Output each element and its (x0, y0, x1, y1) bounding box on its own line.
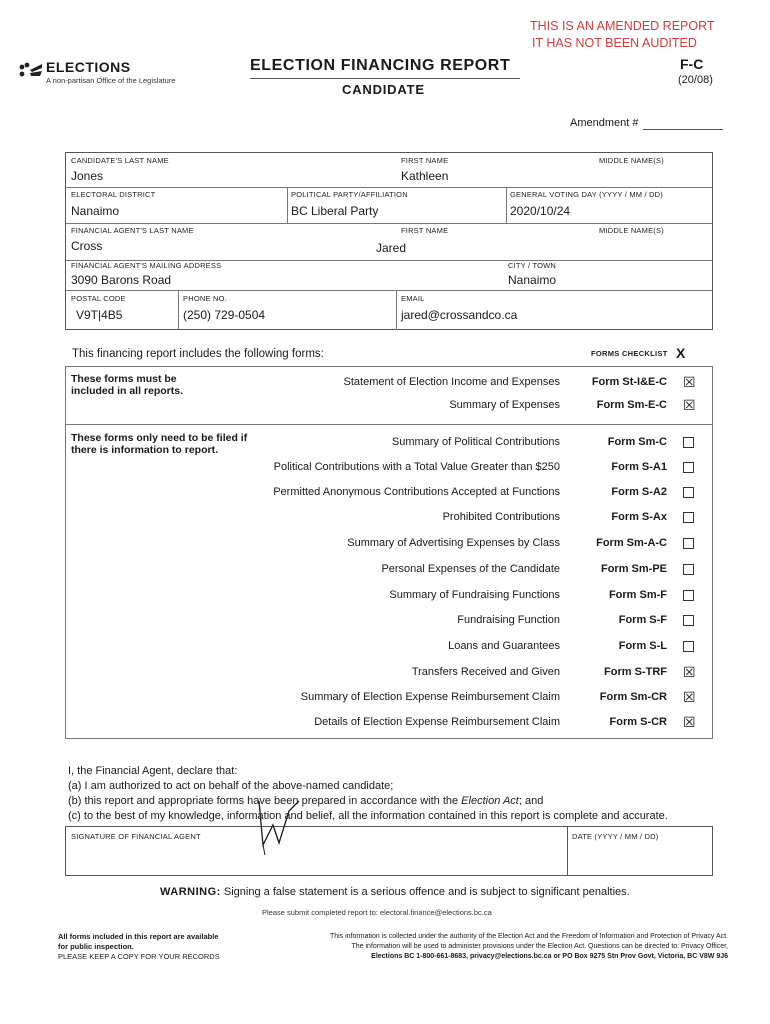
amended-banner (530, 18, 715, 52)
row-divider (66, 187, 712, 188)
checklist-right-border (712, 366, 713, 738)
agent-address[interactable]: 3090 Barons Road (71, 273, 172, 287)
footer-left-line-1: All forms included in this report are available (58, 932, 219, 941)
declaration-b-post: ; and (518, 795, 544, 807)
voting-day-label: GENERAL VOTING DAY (YYYY / MM / DD) (510, 190, 663, 199)
footer-right-line-2: The information will be used to administer provisions under the Election Act. Questions can be directed to: Privacy Officer, (351, 943, 728, 950)
email-label: EMAIL (401, 294, 425, 303)
candidate-info-box (65, 152, 713, 330)
form-row-checkbox[interactable] (683, 615, 694, 626)
checklist-rule-top (65, 366, 713, 367)
form-version-date: (20/08) (678, 74, 713, 86)
agent-address-label: FINANCIAL AGENT'S MAILING ADDRESS (71, 261, 222, 270)
amended-line-2: IT HAS NOT BEEN AUDITED (532, 36, 697, 50)
candidate-first-name-label: FIRST NAME (401, 156, 449, 165)
declaration-intro: I, the Financial Agent, declare that: (68, 765, 238, 777)
report-subtitle: CANDIDATE (342, 82, 425, 97)
col-divider (396, 290, 397, 330)
agent-first-name[interactable]: Jared (376, 241, 407, 255)
form-row-checkbox[interactable] (683, 437, 694, 448)
form-row-title: Political Contributions with a Total Value Greater than $250 (273, 461, 560, 473)
form-row-checkbox[interactable] (683, 590, 694, 601)
footer-right-line-3: Elections BC 1-800-661-8683, privacy@elections.bc.ca or PO Box 9275 Stn Prov Govt, Victoria, BC V8W 9J6 (371, 953, 728, 960)
form-row-checkbox[interactable] (683, 538, 694, 549)
checklist-rule-bottom (65, 738, 713, 739)
form-code: F-C (680, 56, 704, 72)
form-row-title: Permitted Anonymous Contributions Accepted at Functions (273, 486, 560, 498)
form-row-code: Form Sm-C (607, 436, 667, 448)
amendment-field[interactable] (643, 129, 723, 130)
row-divider (66, 223, 712, 224)
declaration (68, 764, 668, 824)
form-row-title: Loans and Guarantees (448, 640, 560, 652)
electoral-district[interactable]: Nanaimo (71, 204, 120, 218)
form-row-checkbox[interactable] (683, 487, 694, 498)
declaration-c: (c) to the best of my knowledge, information and belief, all the information contained in this report is complete and accurate. (68, 810, 668, 822)
form-row-checkbox[interactable]: ☒ (683, 397, 696, 413)
elections-logo-icon (18, 62, 44, 80)
declaration-b (68, 794, 668, 809)
amendment-label: Amendment # (570, 117, 639, 129)
warning (160, 886, 630, 898)
amended-line-1: THIS IS AN AMENDED REPORT (530, 19, 715, 33)
phone[interactable]: (250) 729-0504 (183, 308, 266, 322)
footer-left-line-2: for public inspection. (58, 942, 134, 951)
title-rule (250, 78, 520, 79)
party-label: POLITICAL PARTY/AFFILIATION (291, 190, 408, 199)
agent-first-name-label: FIRST NAME (401, 226, 449, 235)
email[interactable]: jared@crossandco.ca (401, 308, 518, 322)
form-row-code: Form Sm-CR (599, 691, 667, 703)
group-optional-label: These forms only need to be filed if there is information to report. (71, 432, 248, 456)
checklist-left-border (65, 366, 66, 738)
candidate-middle-name-label: MIDDLE NAME(S) (599, 156, 664, 165)
footer-left-line-3: PLEASE KEEP A COPY FOR YOUR RECORDS (58, 952, 220, 961)
form-row-title: Summary of Election Expense Reimbursement Claim (300, 691, 560, 703)
group-required-label: These forms must be included in all reports. (71, 373, 184, 397)
form-row-title: Prohibited Contributions (442, 511, 560, 523)
form-row-code: Form Sm-PE (600, 563, 667, 575)
form-row-title: Transfers Received and Given (411, 666, 560, 678)
col-divider (287, 187, 288, 223)
forms-checklist-mark: X (676, 345, 686, 361)
footer-left (58, 932, 220, 962)
electoral-district-label: ELECTORAL DISTRICT (71, 190, 156, 199)
form-row-code: Form S-Ax (611, 511, 667, 523)
postal-code-label: POSTAL CODE (71, 294, 126, 303)
form-row-checkbox[interactable] (683, 641, 694, 652)
form-row-checkbox[interactable] (683, 462, 694, 473)
declaration-a: (a) I am authorized to act on behalf of the above-named candidate; (68, 780, 394, 792)
agent-last-name-label: FINANCIAL AGENT'S LAST NAME (71, 226, 194, 235)
forms-checklist-label: FORMS CHECKLIST (591, 349, 668, 358)
form-row-code: Form St-I&E-C (591, 376, 667, 388)
row-divider (66, 290, 712, 291)
declaration-b-pre: (b) this report and appropriate forms have been prepared in accordance with the (68, 795, 462, 807)
form-row-checkbox[interactable]: ☒ (683, 714, 696, 730)
form-row-title: Summary of Advertising Expenses by Class (347, 537, 560, 549)
col-divider (178, 290, 179, 330)
logo-name: ELECTIONS (46, 59, 131, 75)
declaration-b-act: Election Act (461, 795, 519, 807)
form-row-title: Summary of Fundraising Functions (389, 589, 560, 601)
form-row-code: Form Sm-F (608, 589, 667, 601)
form-row-title: Fundraising Function (457, 614, 560, 626)
checklist-rule-mid (65, 424, 713, 425)
form-row-code: Form Sm-E-C (596, 399, 667, 411)
candidate-last-name[interactable]: Jones (71, 169, 104, 183)
form-row-title: Statement of Election Income and Expenses (343, 376, 560, 388)
form-row-code: Form S-CR (609, 716, 667, 728)
form-row-code: Form S-A1 (611, 461, 667, 473)
city-label: CITY / TOWN (508, 261, 557, 270)
form-row-code: Form Sm-A-C (596, 537, 667, 549)
report-title: ELECTION FINANCING REPORT (250, 57, 511, 74)
date-label: DATE (YYYY / MM / DD) (572, 832, 659, 841)
form-row-code: Form S-A2 (611, 486, 667, 498)
voting-day[interactable]: 2020/10/24 (510, 204, 571, 218)
warning-label: WARNING: (160, 886, 221, 898)
footer-right-line-1: This information is collected under the authority of the Election Act and the Freedom of Information and Protection of Privacy Act. (329, 933, 728, 940)
form-row-checkbox[interactable] (683, 564, 694, 575)
party-affiliation[interactable]: BC Liberal Party (291, 204, 379, 218)
form-row-code: Form S-F (618, 614, 667, 626)
footer-privacy-notice (250, 932, 728, 962)
col-divider (506, 187, 507, 223)
form-row-checkbox[interactable] (683, 512, 694, 523)
postal-code[interactable]: V9T|4B5 (76, 308, 123, 322)
signature-divider (567, 827, 568, 875)
form-row-code: Form S-L (618, 640, 667, 652)
agent-middle-name-label: MIDDLE NAME(S) (599, 226, 664, 235)
phone-label: PHONE NO. (183, 294, 227, 303)
form-row-title: Summary of Political Contributions (391, 436, 560, 448)
candidate-last-name-label: CANDIDATE'S LAST NAME (71, 156, 169, 165)
form-row-title: Summary of Expenses (449, 399, 560, 411)
form-row-title: Personal Expenses of the Candidate (381, 563, 560, 575)
form-row-checkbox[interactable]: ☒ (683, 689, 696, 705)
form-row-checkbox[interactable]: ☒ (683, 374, 696, 390)
forms-intro: This financing report includes the following forms: (72, 348, 324, 360)
logo-tagline: A non-partisan Office of the Legislature (46, 76, 176, 85)
city[interactable]: Nanaimo (508, 273, 557, 287)
candidate-first-name[interactable]: Kathleen (401, 169, 449, 183)
signature-box (65, 826, 713, 876)
form-row-checkbox[interactable]: ☒ (683, 664, 696, 680)
signature-image[interactable] (251, 797, 321, 857)
form-row-code: Form S-TRF (604, 666, 667, 678)
form-row-title: Details of Election Expense Reimbursement Claim (314, 716, 560, 728)
signature-label: SIGNATURE OF FINANCIAL AGENT (71, 832, 201, 841)
warning-text: Signing a false statement is a serious offence and is subject to significant penalties. (223, 886, 630, 898)
submit-instructions: Please submit completed report to: electoral.finance@elections.bc.ca (262, 908, 492, 917)
agent-last-name[interactable]: Cross (71, 239, 103, 253)
